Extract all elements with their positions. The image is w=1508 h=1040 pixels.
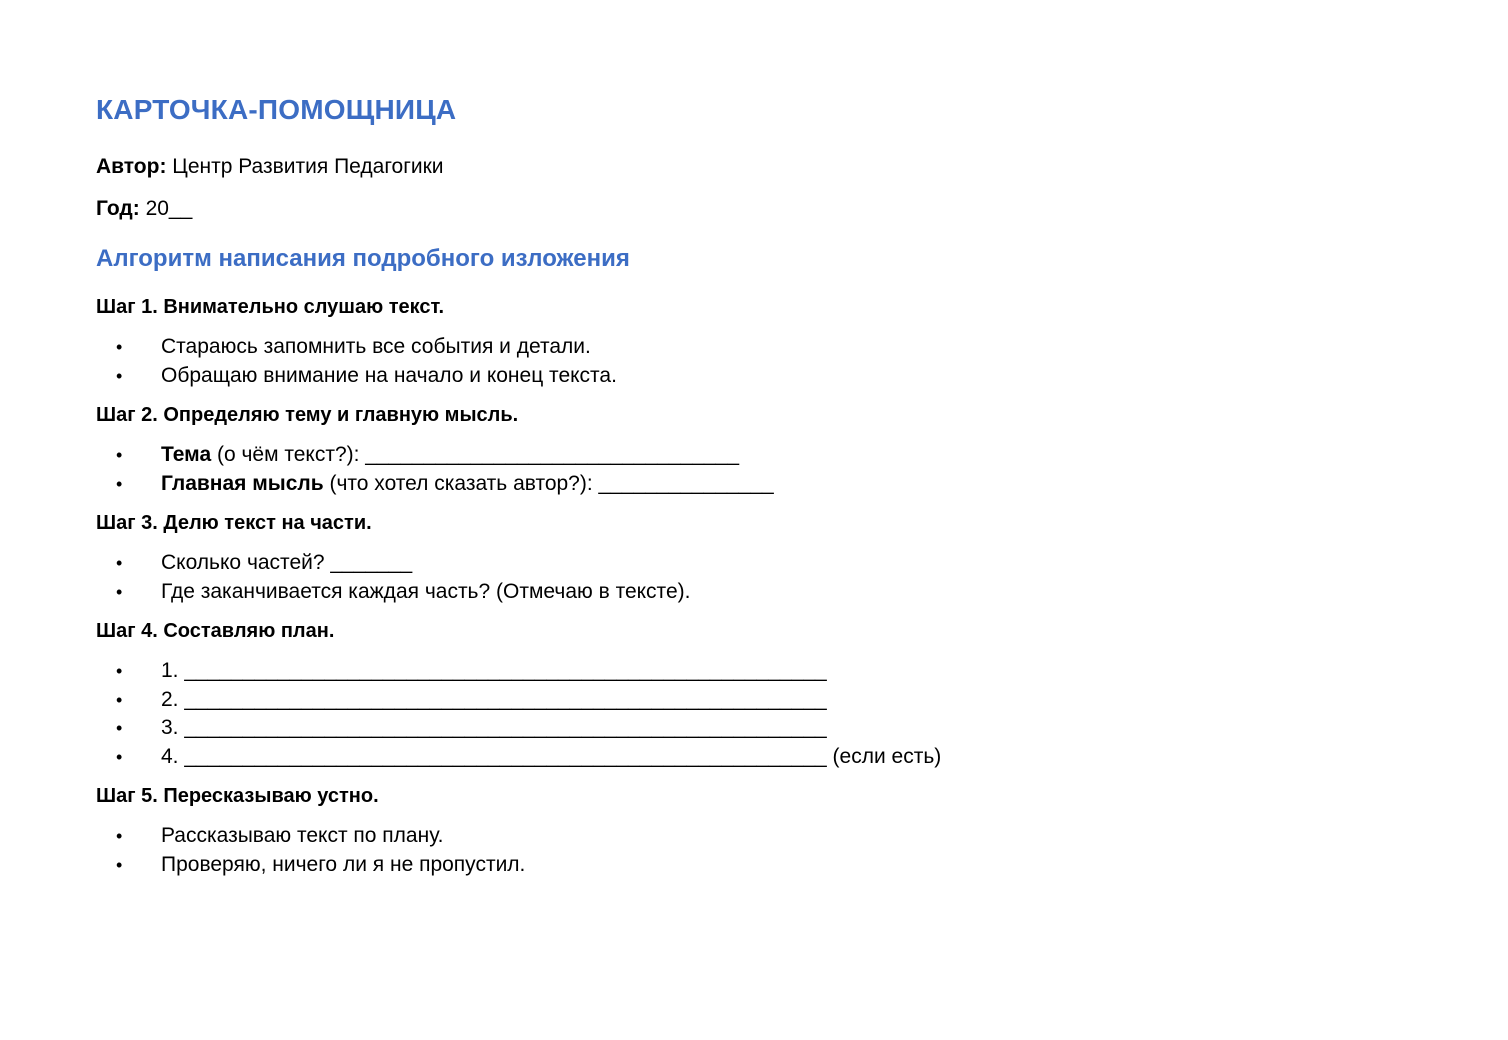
step-5-heading: Шаг 5. Пересказываю устно. bbox=[96, 785, 379, 807]
plan-item-text: 3. _______________________________________________________ bbox=[161, 716, 827, 739]
document-content bbox=[96, 92, 1196, 891]
step-3-list bbox=[96, 549, 1196, 606]
list-item-text: Рассказываю текст по плану. bbox=[161, 824, 444, 847]
year-value: 20__ bbox=[139, 197, 193, 220]
list-item-text: Стараюсь запомнить все события и детали. bbox=[161, 335, 591, 358]
topic-label: Тема bbox=[161, 443, 212, 466]
list-item bbox=[96, 851, 1196, 880]
list-item bbox=[96, 578, 1196, 607]
list-item bbox=[96, 333, 1196, 362]
plan-item-3 bbox=[96, 714, 1196, 743]
bullet-icon: • bbox=[116, 718, 123, 738]
step-2-list bbox=[96, 441, 1196, 498]
list-item bbox=[96, 549, 1196, 578]
author-value: Центр Развития Педагогики bbox=[166, 155, 444, 178]
step-5-list bbox=[96, 822, 1196, 879]
bullet-icon: • bbox=[116, 689, 123, 710]
list-item-text: Где заканчивается каждая часть? (Отмечаю в тексте). bbox=[161, 579, 691, 603]
bullet-icon: • bbox=[116, 581, 123, 602]
list-item bbox=[96, 362, 1196, 391]
main-idea-blank: (что хотел сказать автор?): _______________ bbox=[323, 471, 774, 495]
list-item-text: Проверяю, ничего ли я не пропустил. bbox=[161, 852, 526, 876]
plan-item-text: 1. _______________________________________________________ bbox=[161, 659, 827, 682]
bullet-icon: • bbox=[116, 445, 123, 465]
plan-item-text: 2. _______________________________________________________ bbox=[161, 687, 827, 711]
bullet-icon: • bbox=[116, 337, 123, 357]
step-3-heading: Шаг 3. Делю текст на части. bbox=[96, 512, 372, 534]
step-1-heading: Шаг 1. Внимательно слушаю текст. bbox=[96, 296, 445, 318]
bullet-icon: • bbox=[116, 365, 123, 386]
step-2-heading: Шаг 2. Определяю тему и главную мысль. bbox=[96, 404, 519, 426]
author-label: Автор: bbox=[96, 155, 167, 178]
topic-blank: (о чём текст?): ________________________________ bbox=[211, 443, 740, 466]
bullet-icon: • bbox=[116, 661, 123, 681]
document-title: КАРТОЧКА-ПОМОЩНИЦА bbox=[96, 94, 457, 125]
step-1-list bbox=[96, 333, 1196, 390]
list-item-topic bbox=[96, 441, 1196, 470]
bullet-icon: • bbox=[116, 854, 123, 875]
bullet-icon: • bbox=[116, 553, 123, 573]
list-item bbox=[96, 822, 1196, 851]
plan-item-4 bbox=[96, 743, 1196, 772]
bullet-icon: • bbox=[116, 746, 123, 767]
bullet-icon: • bbox=[116, 826, 123, 846]
step-4-list bbox=[96, 657, 1196, 771]
list-item-main-idea bbox=[96, 470, 1196, 499]
main-idea-label: Главная мысль bbox=[161, 471, 324, 495]
year-label: Год: bbox=[96, 197, 140, 220]
plan-item-2 bbox=[96, 686, 1196, 715]
plan-item-1 bbox=[96, 657, 1196, 686]
plan-item-text: 4. _______________________________________________________ (если есть) bbox=[161, 744, 942, 768]
year-line bbox=[96, 196, 1196, 222]
author-line bbox=[96, 154, 1196, 180]
bullet-icon: • bbox=[116, 473, 123, 494]
section-title: Алгоритм написания подробного изложения bbox=[96, 245, 630, 272]
list-item-text: Обращаю внимание на начало и конец текста. bbox=[161, 363, 617, 387]
step-4-heading: Шаг 4. Составляю план. bbox=[96, 620, 335, 642]
list-item-text: Сколько частей? _______ bbox=[161, 551, 413, 574]
